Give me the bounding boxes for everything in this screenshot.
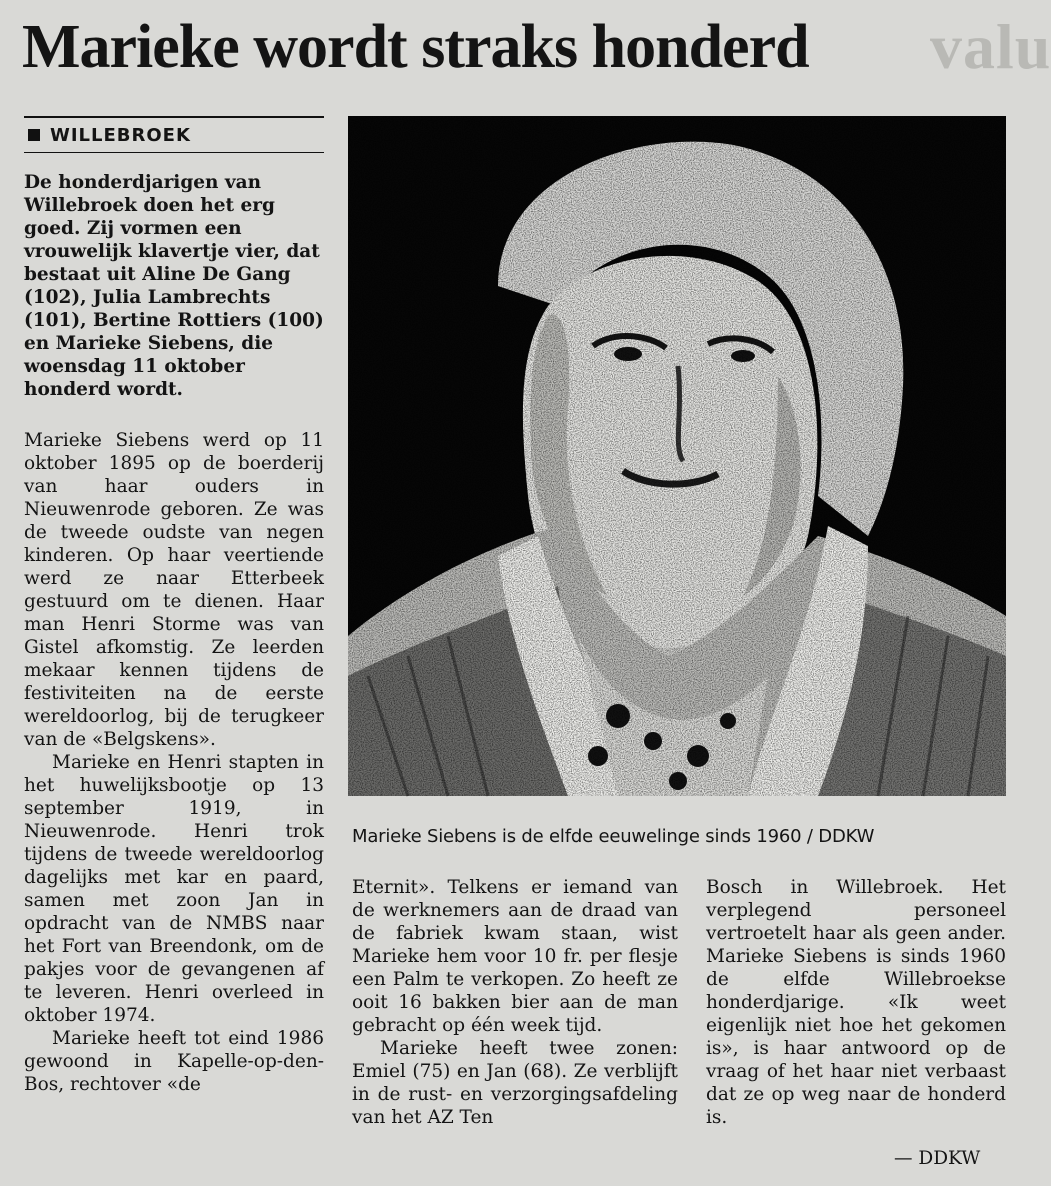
author-signature: — DDKW — [894, 1148, 981, 1169]
headline: Marieke wordt straks honderd — [22, 13, 809, 81]
article-column-right — [706, 876, 1006, 1129]
article-column-middle — [352, 876, 678, 1129]
body-paragraph: Bosch in Willebroek. Het verplegend personeel vertroetelt haar als geen ander. Marieke Siebens is sinds 1960 de elfde Willebroekse honderdjarige. «Ik weet eigenlijk niet hoe het gekomen is», is haar antwoord op de vraag of het haar niet verbaast dat ze op weg naar de honderd is. — [706, 877, 1006, 1128]
bleed-through-text: valu — [930, 11, 1051, 82]
body-paragraph: Marieke heeft twee zonen: Emiel (75) en Jan (68). Ze verblijft in de rust- en verzorgingsafdeling van het AZ Ten — [352, 1038, 678, 1128]
article-column-left — [24, 116, 324, 1096]
body-paragraph: Marieke en Henri stapten in het huwelijksbootje op 13 september 1919, in Nieuwenrode. Henri trok tijdens de tweede wereldoorlog dagelijks met kar en paard, samen met zoon Jan in opdracht van de NMBS naar het Fort van Breendonk, om de pakjes voor de gevangenen af te leveren. Henri overleed in oktober 1974. — [24, 752, 324, 1026]
body-paragraph: Marieke heeft tot eind 1986 gewoond in Kapelle-op-den-Bos, rechtover «de — [24, 1028, 324, 1095]
body-paragraph: Eternit». Telkens er iemand van de werknemers aan de draad van de fabriek kwam staan, wist Marieke hem voor 10 fr. per flesje een Palm te verkopen. Zo heeft ze ooit 16 bakken bier aan de man gebracht op één week tijd. — [352, 877, 678, 1036]
dateline — [24, 116, 324, 153]
dateline-label: WILLEBROEK — [50, 124, 191, 146]
dateline-square-icon — [28, 129, 40, 141]
lead-paragraph: De honderdjarigen van Willebroek doen het erg goed. Zij vormen een vrouwelijk klavertje vier, dat bestaat uit Aline De Gang (102), Julia Lambrechts (101), Bertine Rottiers (100) en Marieke Siebens, die woensdag 11 oktober honderd wordt. — [24, 172, 324, 400]
portrait-photo — [348, 116, 1006, 796]
portrait-illustration — [348, 116, 1006, 796]
photo-caption: Marieke Siebens is de elfde eeuwelinge sinds 1960 / DDKW — [352, 826, 875, 847]
body-paragraph: Marieke Siebens werd op 11 oktober 1895 op de boerderij van haar ouders in Nieuwenrode geboren. Ze was de tweede oudste van negen kinderen. Op haar veertiende werd ze naar Etterbeek gestuurd om te dienen. Haar man Henri Storme was van Gistel afkomstig. Ze leerden mekaar kennen tijdens de festiviteiten na de eerste wereldoorlog, bij de terugkeer van de «Belgskens». — [24, 430, 324, 750]
